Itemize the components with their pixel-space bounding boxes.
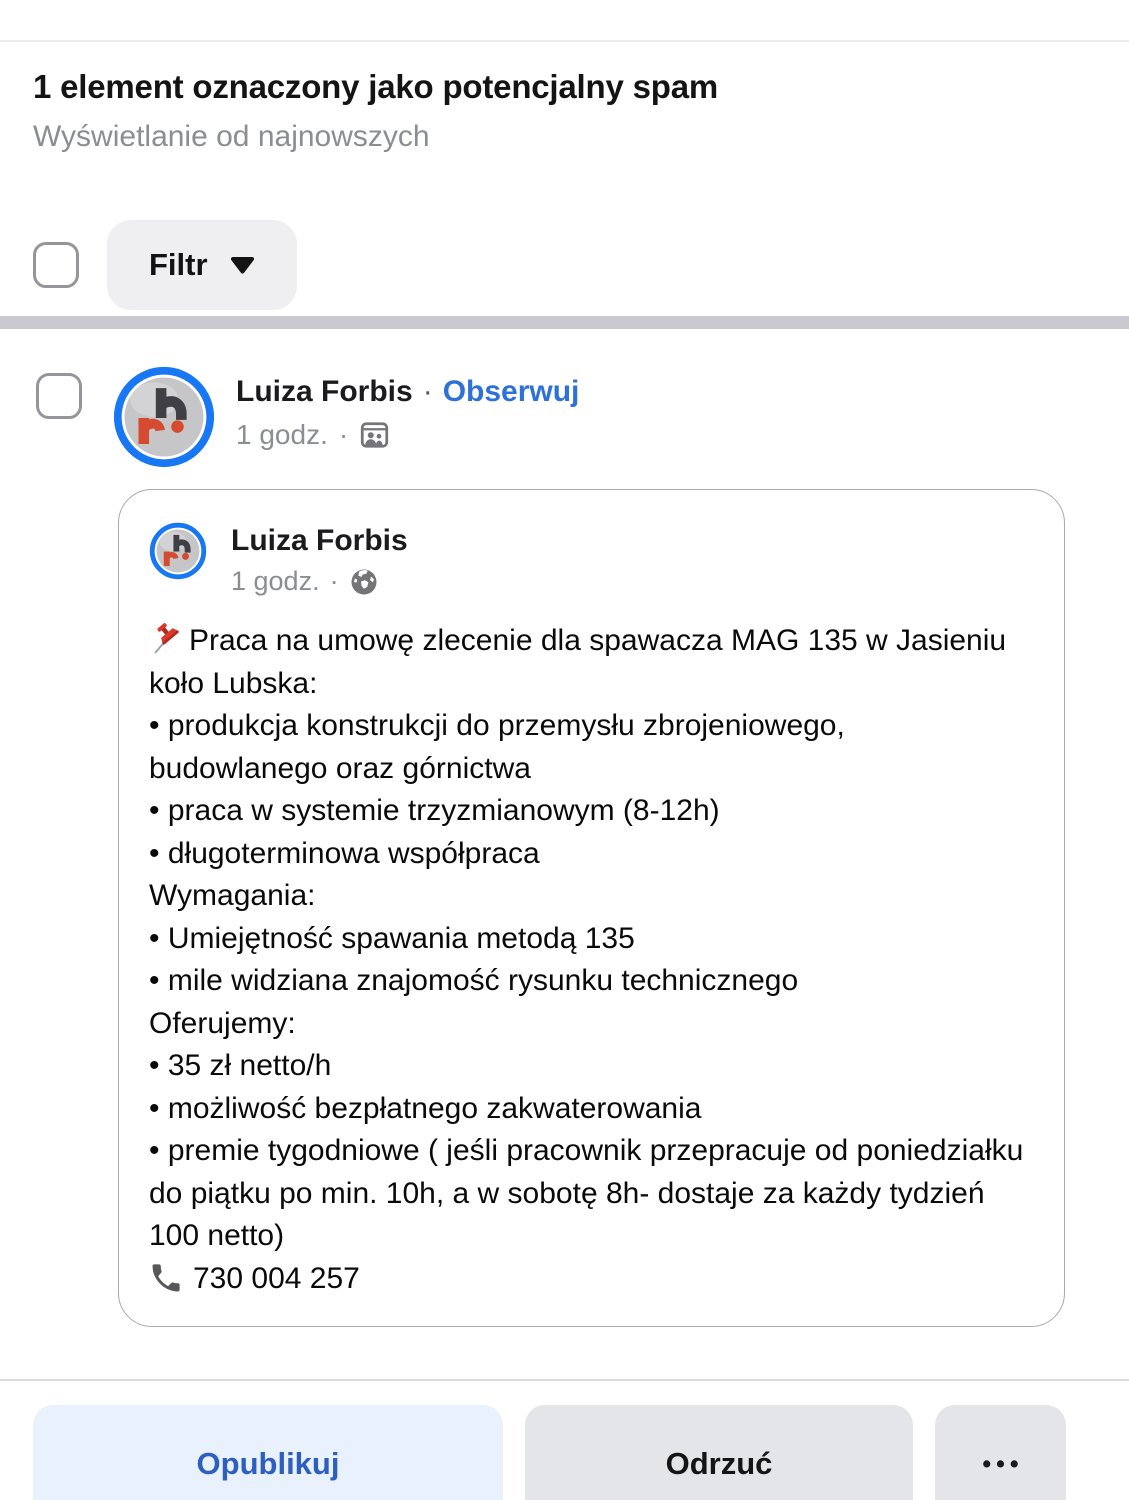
avatar <box>149 522 207 580</box>
select-all-checkbox[interactable] <box>33 242 79 288</box>
post-text-line: Wymagania: <box>149 879 316 912</box>
avatar[interactable] <box>112 365 216 469</box>
post-text-line: • długoterminowa współpraca <box>149 836 540 870</box>
review-item <box>36 365 1129 469</box>
page-header <box>0 42 1129 154</box>
author-line <box>236 375 579 409</box>
post-header <box>149 522 1030 597</box>
post-text-line: Oferujemy: <box>149 1006 296 1040</box>
reject-button[interactable]: Odrzuć <box>525 1405 913 1500</box>
section-separator <box>0 316 1129 329</box>
dot-separator: · <box>422 375 433 408</box>
pushpin-icon <box>149 619 185 657</box>
post-header-meta <box>231 522 408 597</box>
post-text-line: • możliwość bezpłatnego zakwaterowania <box>149 1091 702 1125</box>
dot-separator: · <box>329 566 339 596</box>
post-text-line: • 35 zł netto/h <box>149 1049 332 1082</box>
post-text-line: • produkcja konstrukcji do przemysłu zbrojeniowego, budowlanego oraz górnictwa <box>149 709 845 785</box>
publish-button[interactable]: Opublikuj <box>33 1405 503 1500</box>
post-text-line: • premie tygodniowe ( jeśli pracownik przepracuje od poniedziałku do piątku po min. 10h, a w sobotę 8h- dostaje za każdy tydzień 100 netto) <box>149 1134 1024 1252</box>
post-preview-card[interactable] <box>118 489 1065 1327</box>
review-item-meta <box>236 365 579 451</box>
phone-icon <box>149 1261 183 1295</box>
author-name[interactable]: Luiza Forbis <box>236 375 413 408</box>
timestamp: 1 godz. <box>236 419 328 450</box>
page-title: 1 element oznaczony jako potencjalny spam <box>33 68 719 105</box>
filter-button-label: Filtr <box>149 247 208 282</box>
post-timestamp-line <box>231 566 408 597</box>
item-checkbox[interactable] <box>36 373 82 419</box>
post-text-line: • praca w systemie trzyzmianowym (8-12h) <box>149 794 720 827</box>
group-icon <box>359 420 390 450</box>
globe-icon <box>349 567 379 597</box>
filter-row <box>33 220 1129 310</box>
timestamp-line <box>236 419 579 451</box>
post-body <box>149 619 1030 1300</box>
follow-link[interactable]: Obserwuj <box>442 375 580 408</box>
more-options-button[interactable]: ••• <box>935 1405 1066 1500</box>
post-text-line: Praca na umowę zlecenie dla spawacza MAG 135 w Jasieniu koło Lubska: <box>149 619 1030 705</box>
post-author-name: Luiza Forbis <box>231 524 408 557</box>
sort-order-label: Wyświetlanie od najnowszych <box>33 120 430 153</box>
post-phone-line: 730 004 257 <box>149 1258 1030 1301</box>
post-text-line: • Umiejętność spawania metodą 135 <box>149 921 635 955</box>
top-divider <box>0 0 1129 42</box>
post-timestamp: 1 godz. <box>231 566 320 596</box>
post-text-line: • mile widziana znajomość rysunku technicznego <box>149 964 799 997</box>
caret-down-icon <box>230 255 255 275</box>
actions-divider <box>0 1379 1129 1381</box>
dot-separator: · <box>338 419 349 450</box>
filter-button[interactable] <box>107 220 297 310</box>
moderation-actions <box>0 1405 1129 1500</box>
